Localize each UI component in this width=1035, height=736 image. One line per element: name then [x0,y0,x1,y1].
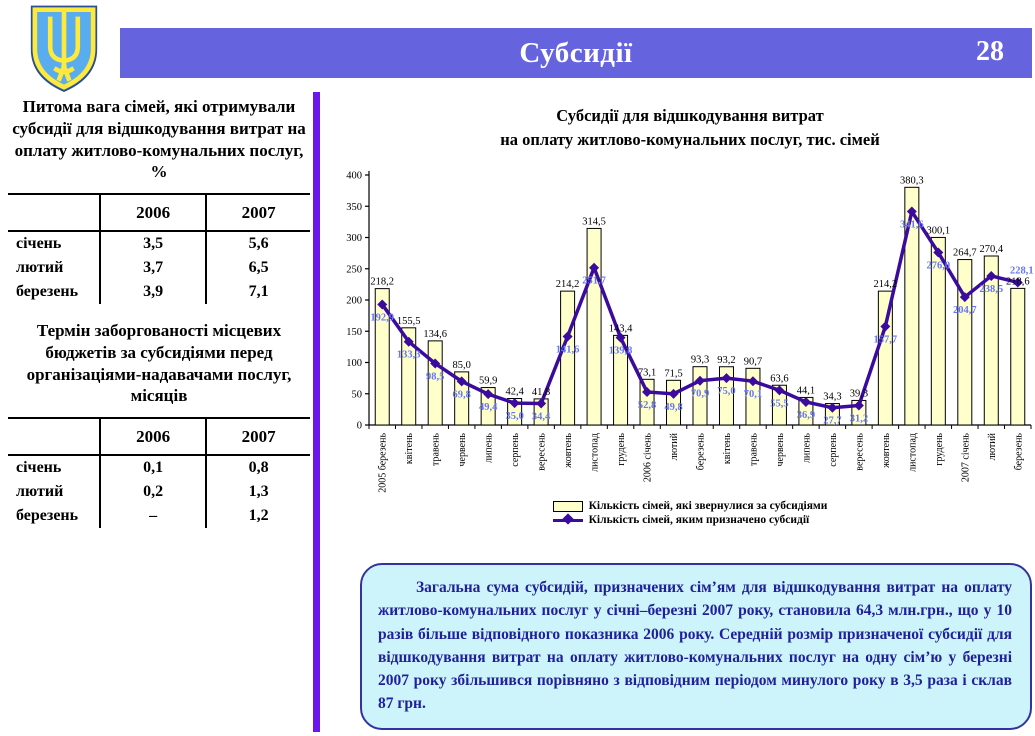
chart-title-line1: Субсидії для відшкодування витрат [556,106,824,125]
debt-term-title: Термін заборгованості місцевих бюджетів за субсидіями перед організаціями-надавачами послуг, місяців [26,321,292,406]
bar-value-label: 93,3 [690,354,710,366]
y-tick-label: 150 [346,326,362,338]
y-tick-label: 300 [346,233,362,244]
line-value-label: 36,9 [796,409,816,421]
table-row [8,280,310,304]
x-category-label: серпень [827,433,839,467]
y-tick-label: 100 [346,358,362,369]
line-value-label: 70,9 [690,388,710,400]
bar-value-label: 155,5 [396,315,421,327]
y-tick-label: 50 [351,389,362,401]
x-category-label: вересень [536,433,548,471]
table-cell: березень [16,283,79,300]
subsidy-share-table [8,193,310,304]
x-category-label: 2007 січень [960,433,972,483]
col-2006: 2006 [100,194,206,231]
x-category-label: липень [801,433,813,464]
table-cell: 0,2 [100,480,206,504]
x-category-label: липень [483,433,495,464]
table-row [8,504,310,528]
table-cell: 5,6 [206,231,310,256]
line-value-label: 31,2 [849,413,869,425]
line-value-label: 141,6 [555,344,580,356]
info-box [360,563,1032,730]
bar-value-label: 214,2 [555,279,580,291]
bar-value-label: 39,3 [849,388,869,400]
y-tick-label: 400 [346,170,362,182]
x-category-label: червень [457,433,469,467]
x-category-label: червень [774,433,786,467]
line-value-label: 49,8 [664,401,683,413]
col-2007: 2007 [206,194,310,231]
col-blank [8,418,100,455]
bar-swatch-icon [553,501,583,512]
left-panel [8,96,310,528]
bar-value-label: 218,6 [1005,276,1030,288]
x-category-label: лютий [669,433,681,461]
line-value-label: 139,8 [608,345,633,357]
bar-value-label: 218,2 [370,276,395,288]
line-value-label: 75,0 [717,386,736,398]
line-value-label: 70,1 [743,389,763,401]
legend-item-line [553,514,828,526]
x-category-label: квітень [404,433,416,465]
col-2006: 2006 [100,418,206,455]
y-tick-label: 250 [346,264,362,276]
bar-value-label: 380,3 [900,175,924,187]
legend-item-bars [553,500,828,512]
header-bar [120,28,1032,78]
table-cell: – [100,504,206,528]
line-value-label: 49,4 [478,402,498,414]
table-cell: 7,1 [206,280,310,304]
bar-value-label: 42,4 [505,386,524,398]
x-category-label: грудень [933,433,945,466]
bar-value-label: 63,6 [770,373,789,385]
table-cell: 1,3 [206,480,310,504]
bar-value-label: 90,7 [743,356,763,368]
table-row [8,256,310,280]
table-cell: 0,8 [206,455,310,480]
bar-value-label: 85,0 [452,359,471,371]
x-category-label: жовтень [880,433,892,468]
x-category-label: листопад [589,433,601,472]
table-cell: січень [16,235,62,252]
bar-value-label: 143,4 [608,323,633,335]
x-category-label: 2005 березень [377,433,389,493]
table-cell: березень [16,507,79,524]
y-tick-label: 200 [346,295,362,307]
table-row [8,455,310,480]
legend-label: Кількість сімей, яким призначено субсидії [588,514,810,526]
bar-value-label: 73,1 [637,367,657,379]
line-value-label: 228,1 [1009,265,1034,277]
line-value-label: 69,8 [452,389,471,401]
x-category-label: травень [748,433,760,466]
col-2007: 2007 [206,418,310,455]
table-cell: лютий [16,483,64,500]
x-category-label: 2006 січень [642,433,654,483]
line-value-label: 133,3 [396,349,421,361]
x-category-label: березень [695,433,707,471]
line-value-label: 276,0 [926,260,951,272]
table-header-row [8,418,310,455]
line-value-label: 35,0 [505,411,524,423]
bar [1011,288,1025,425]
line-value-label: 157,7 [873,334,898,346]
bar-value-label: 93,2 [717,354,736,366]
line-value-label: 98,5 [426,371,445,383]
x-category-label: жовтень [563,433,575,468]
bar [561,291,575,425]
table-cell: січень [16,459,62,476]
line-value-label: 204,7 [952,305,977,317]
line-value-label: 341,6 [900,219,924,231]
chart-canvas [345,162,1035,507]
bar-value-label: 34,3 [823,391,842,403]
table-cell: 1,2 [206,504,310,528]
bar [587,228,601,425]
line-value-label: 238,5 [979,283,1004,295]
chart-title [345,104,1035,152]
line-value-label: 27,7 [823,415,842,427]
line-swatch-icon [553,519,583,522]
bar-value-label: 300,1 [926,225,951,237]
bar-value-label: 41,8 [531,386,551,398]
info-text: Загальна сума субсидій, призначених сім’ям для відшкодування витрат на оплату житлово-комунальних послуг у січні–березні 2007 року, становила 64,3 млн.грн., що у 10 разів більше відповідного показника 2006 року. Середній розмір призначеної субсидії для відшкодування витрат на оплату житлово-комунальних послуг на одну сім’ю у березні 2007 року збільшився порівняно з відповідним періодом минулого року в 3,5 раза і склав 87 грн. [378,579,1012,713]
line-value-label: 55,5 [770,398,789,410]
chart-title-line2: на оплату житлово-комунальних послуг, тис. сімей [500,129,880,149]
table-cell: лютий [16,259,64,276]
x-category-label: травень [430,433,442,466]
x-category-label: грудень [616,433,628,466]
page-title: Субсидії [519,36,633,69]
col-blank [8,194,100,231]
legend-label: Кількість сімей, які звернулися за субсидіями [588,500,828,512]
bar-value-label: 44,1 [796,385,816,397]
table-cell: 3,7 [100,256,206,280]
x-category-label: вересень [854,433,866,471]
x-category-label: квітень [721,433,733,465]
bar [958,260,972,425]
table-row [8,480,310,504]
y-tick-label: 0 [356,420,362,432]
bar-value-label: 59,9 [478,375,498,387]
vertical-divider [313,92,320,732]
bar-value-label: 214,2 [873,279,898,291]
line-value-label: 192,9 [370,312,395,324]
x-category-label: березень [1013,433,1025,471]
subsidy-share-title: Питома вага сімей, які отримували субсидії для відшкодування витрат на оплату житлово-комунальних послуг, % [12,97,306,182]
table-row [8,231,310,256]
ukraine-coat-of-arms-icon [12,2,116,94]
bar-value-label: 71,5 [664,368,683,380]
page-number: 28 [976,36,1004,67]
line-value-label: 251,7 [582,275,606,287]
x-category-label: лютий [986,433,998,461]
debt-term-table [8,417,310,528]
table-header-row [8,194,310,231]
x-category-label: листопад [907,433,919,472]
table-cell: 3,5 [100,231,206,256]
table-cell: 6,5 [206,256,310,280]
bar [426,341,445,425]
table-cell: 3,9 [100,280,206,304]
y-tick-label: 350 [346,201,362,213]
x-category-label: серпень [510,433,522,467]
bar-value-label: 314,5 [582,216,606,228]
table-cell: 0,1 [100,455,206,480]
line-value-label: 52,8 [637,400,657,411]
chart-legend [345,500,1035,526]
bar-value-label: 134,6 [423,328,448,340]
line-value-label: 34,4 [531,411,551,423]
bar-value-label: 264,7 [952,247,977,259]
bar-value-label: 270,4 [979,244,1004,255]
